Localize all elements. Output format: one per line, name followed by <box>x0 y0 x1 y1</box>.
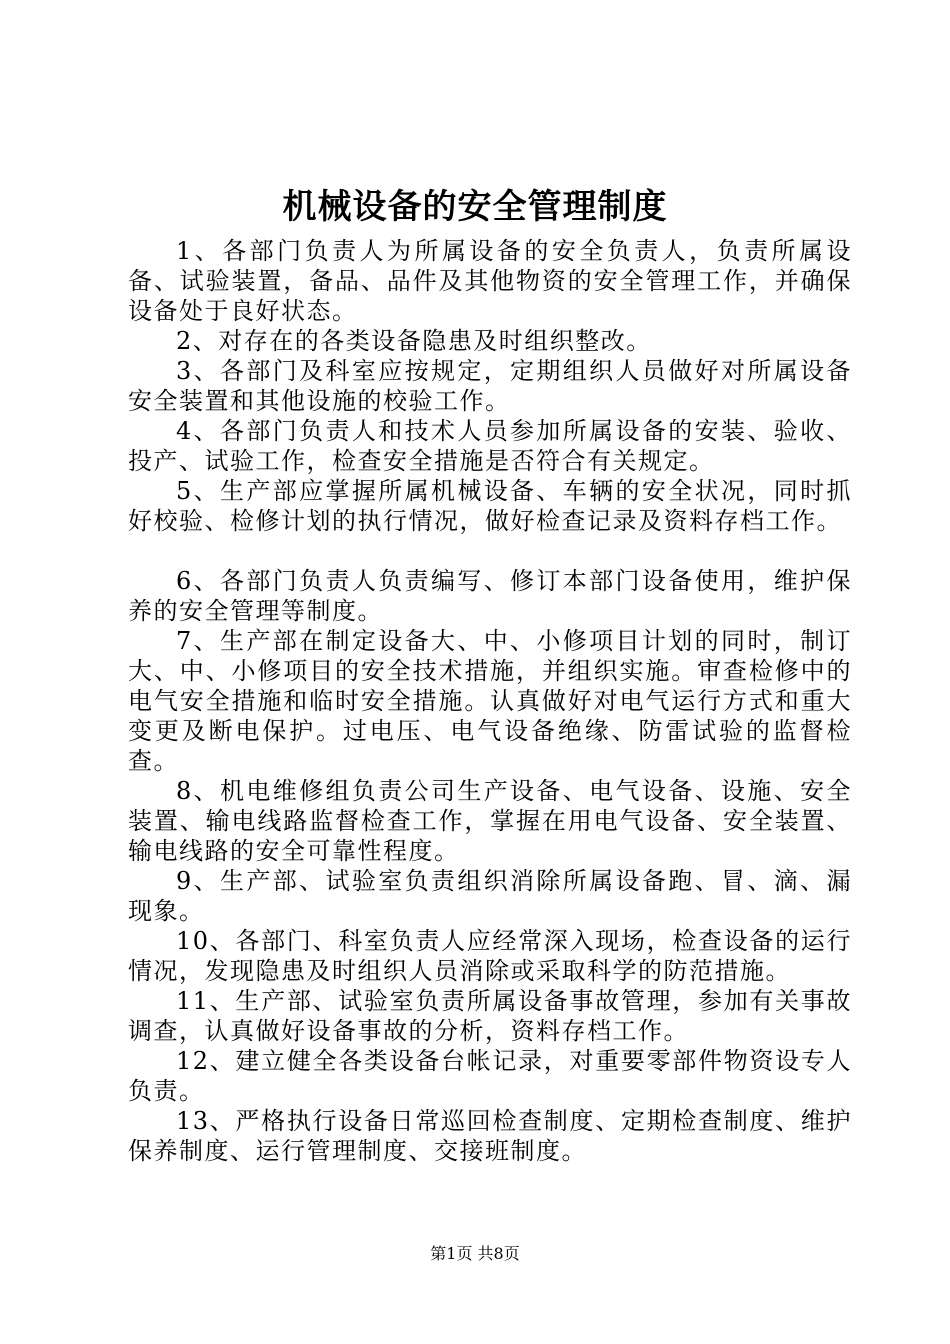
paragraph-2: 2、对存在的各类设备隐患及时组织整改。 <box>176 327 652 355</box>
paragraph-4: 4、各部门负责人和技术人员参加所属设备的安装、验收、投产、试验工作，检查安全措施是否符合有关规定。 <box>128 417 852 475</box>
paragraph-5: 5、生产部应掌握所属机械设备、车辆的安全状况，同时抓好校验、检修计划的执行情况，做好检查记录及资料存档工作。 <box>128 477 852 535</box>
paragraph-6: 6、各部门负责人负责编写、修订本部门设备使用，维护保养的安全管理等制度。 <box>128 567 852 625</box>
paragraph-8: 8、机电维修组负责公司生产设备、电气设备、设施、安全装置、输电线路监督检查工作，掌握在用电气设备、安全装置、输电线路的安全可靠性程度。 <box>128 777 852 865</box>
paragraph-1: 1、各部门负责人为所属设备的安全负责人，负责所属设备、试验装置，备品、品件及其他物资的安全管理工作，并确保设备处于良好状态。 <box>128 237 852 325</box>
paragraph-3: 3、各部门及科室应按规定，定期组织人员做好对所属设备安全装置和其他设施的校验工作。 <box>128 357 852 415</box>
paragraph-11: 11、生产部、试验室负责所属设备事故管理，参加有关事故调查，认真做好设备事故的分析，资料存档工作。 <box>128 987 852 1045</box>
page-footer: 第1页 共8页 <box>430 1244 520 1263</box>
paragraph-7: 7、生产部在制定设备大、中、小修项目计划的同时，制订大、中、小修项目的安全技术措施，并组织实施。审查检修中的电气安全措施和临时安全措施。认真做好对电气运行方式和重大变更及断电保护。过电压、电气设备绝缘、防雷试验的监督检查。 <box>128 627 852 775</box>
paragraph-9: 9、生产部、试验室负责组织消除所属设备跑、冒、滴、漏现象。 <box>128 867 852 925</box>
paragraph-12: 12、建立健全各类设备台帐记录，对重要零部件物资设专人负责。 <box>128 1047 852 1105</box>
document-title: 机械设备的安全管理制度 <box>282 187 668 227</box>
paragraph-13: 13、严格执行设备日常巡回检查制度、定期检查制度、维护保养制度、运行管理制度、交接班制度。 <box>128 1107 852 1165</box>
paragraph-10: 10、各部门、科室负责人应经常深入现场，检查设备的运行情况，发现隐患及时组织人员消除或采取科学的防范措施。 <box>128 927 852 985</box>
document-body <box>128 236 852 1166</box>
